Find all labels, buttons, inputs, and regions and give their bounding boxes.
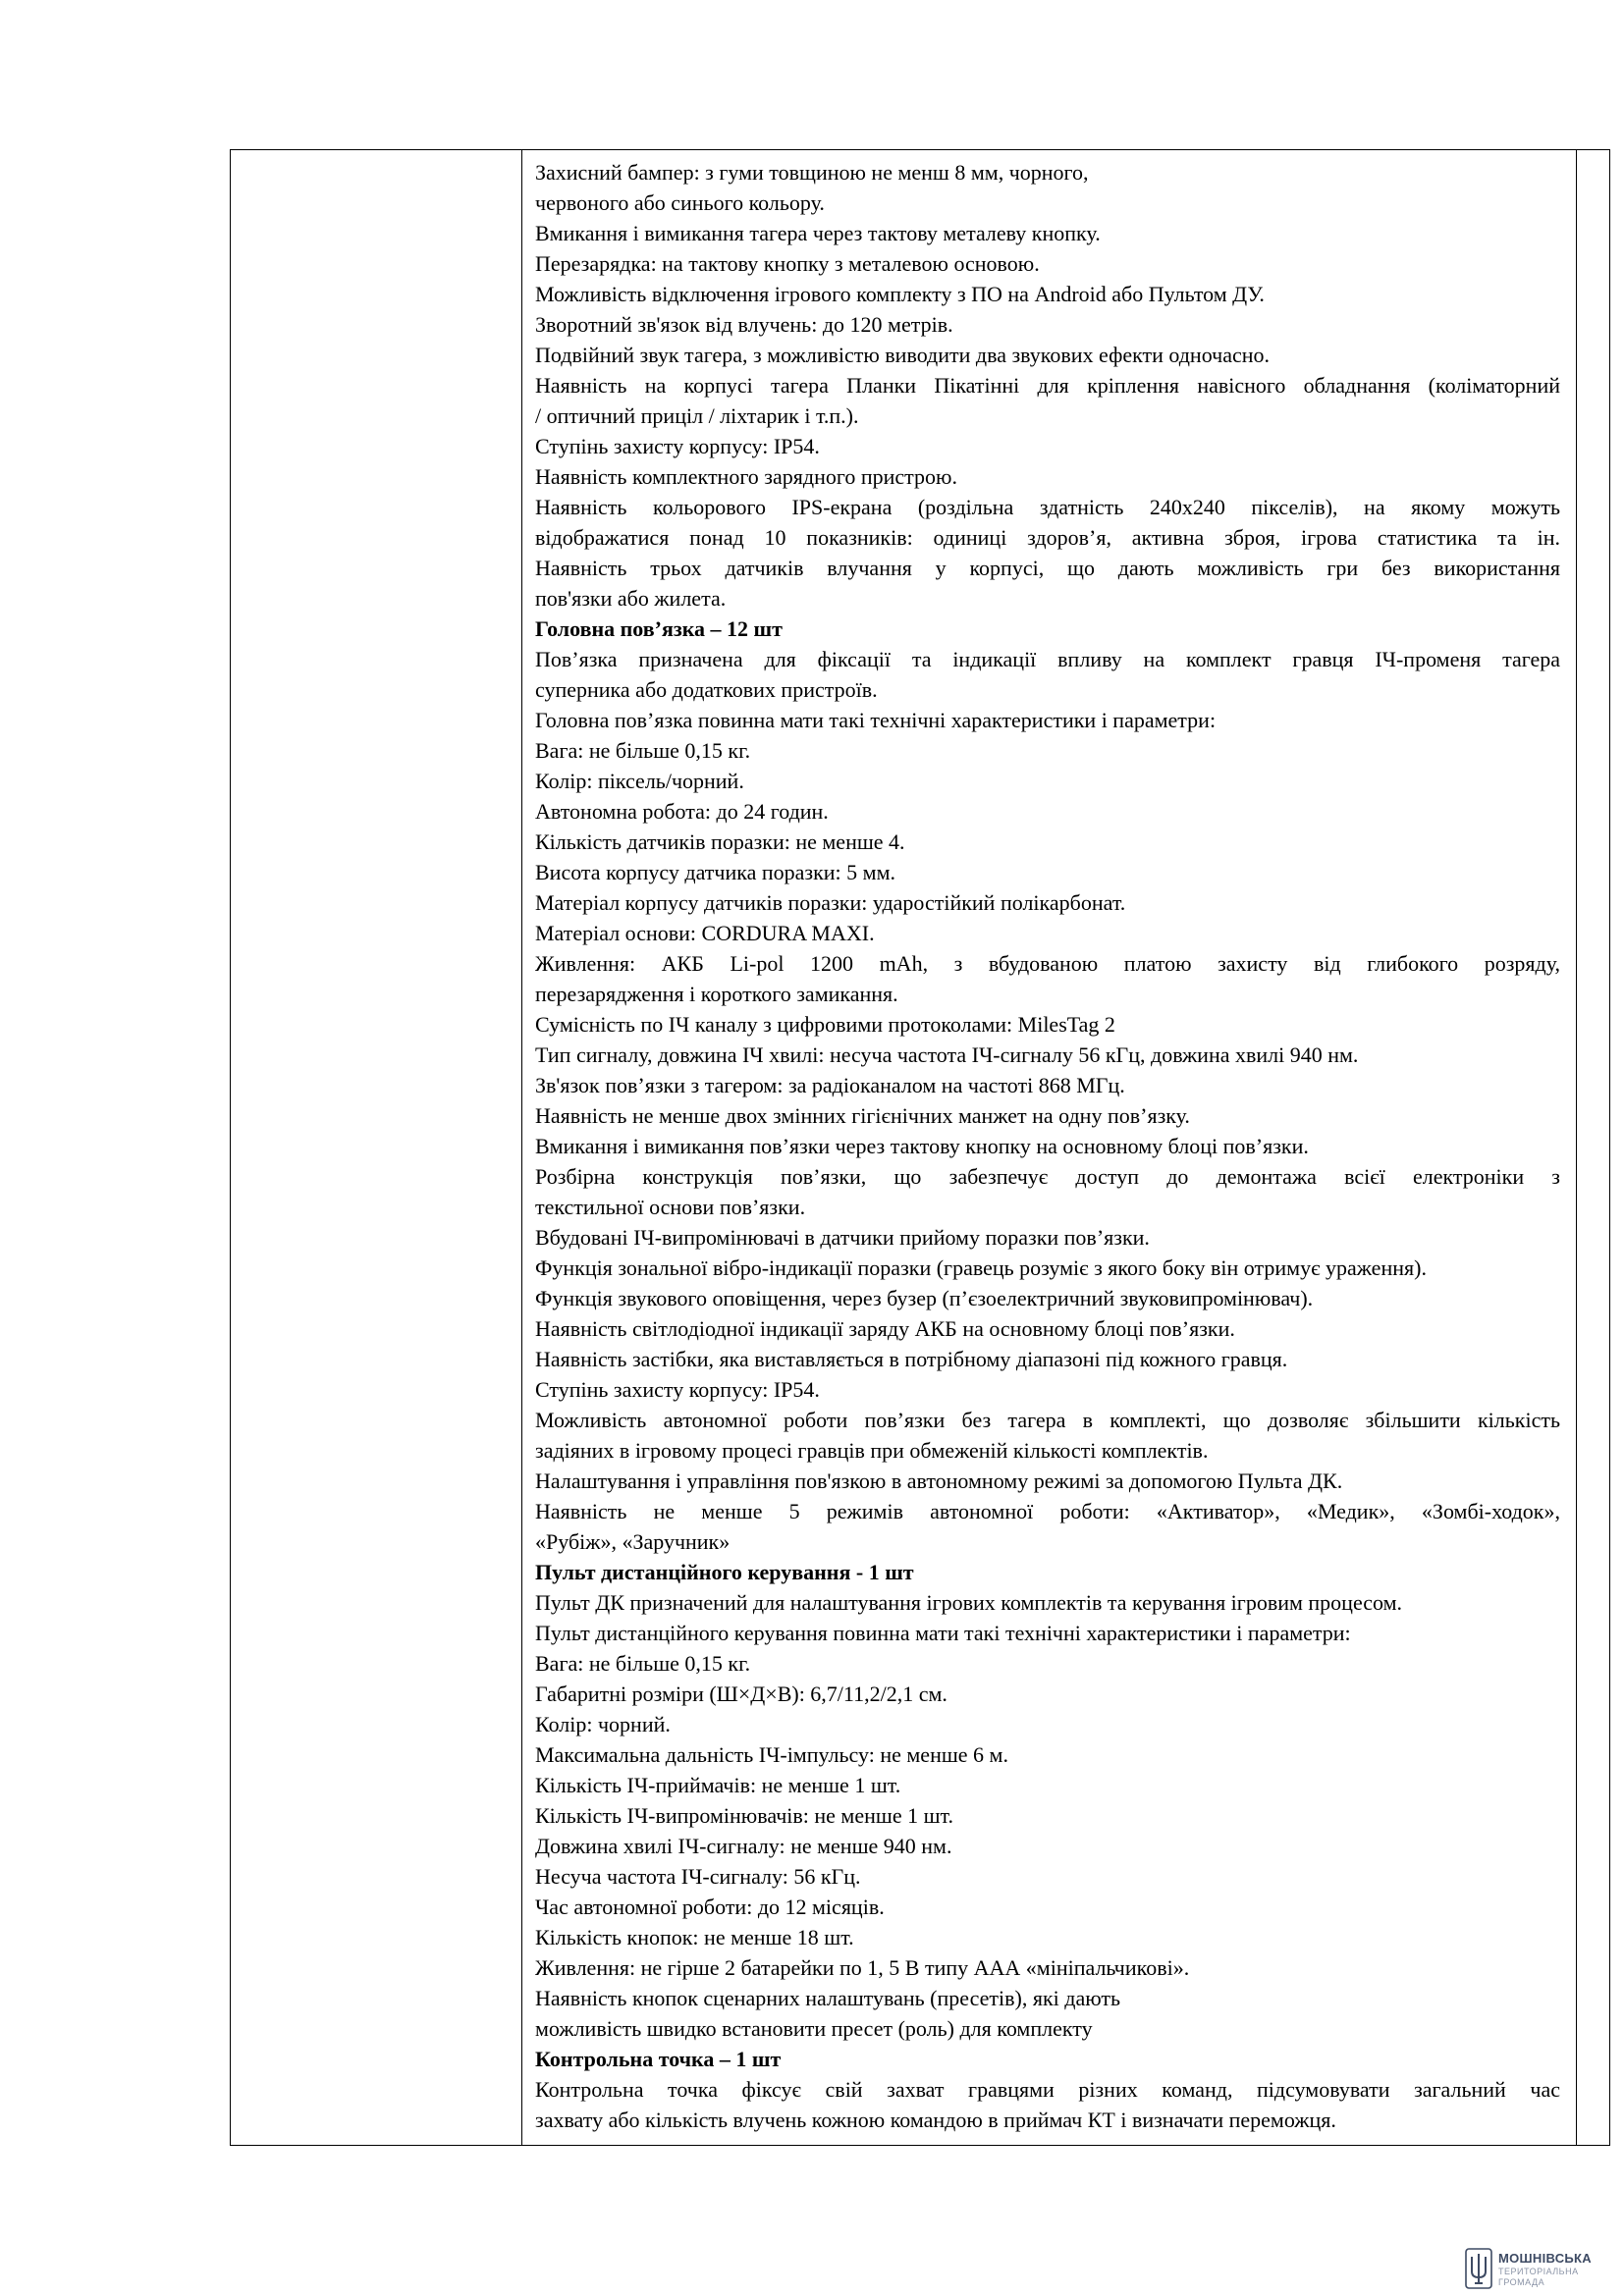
spec-line: Матеріал основи: CORDURA MAXI. [535,921,875,945]
spec-line: відображатися понад 10 показників: одиниці здоров’я, активна зброя, ігрова статистика та ін. [535,525,1560,550]
spec-line: Можливість відключення ігрового комплекту з ПО на Android або Пультом ДУ. [535,282,1265,306]
spec-line: Габаритні розміри (Ш×Д×В): 6,7/11,2/2,1 см. [535,1682,947,1706]
spec-line: Живлення: не гірше 2 батарейки по 1, 5 В типу ААА «мініпальчикові». [535,1955,1190,1980]
spec-line: Матеріал корпусу датчиків поразки: ударостійкий полікарбонат. [535,890,1126,915]
spec-line: Наявність трьох датчиків влучання у корпусі, що дають можливість гри без використання [535,556,1560,580]
spec-line: Контрольна точка фіксує свій захват гравцями різних команд, підсумовувати загальний час [535,2077,1560,2102]
spec-line: Захисний бампер: з гуми товщиною не менш 8 мм, чорного, [535,160,1089,185]
spec-line: Наявність застібки, яка виставляється в потрібному діапазоні під кожного гравця. [535,1347,1288,1371]
spec-line: Вага: не більше 0,15 кг. [535,738,751,763]
spec-line: Сумісність по ІЧ каналу з цифровими протоколами: MilesTag 2 [535,1012,1115,1037]
spec-line: Наявність кнопок сценарних налаштувань (пресетів), які дають [535,1986,1120,2010]
spec-line: Живлення: АКБ Li-pol 1200 mAh, з вбудованою платою захисту від глибокого розряду, [535,951,1560,976]
spec-line: Можливість автономної роботи пов’язки без тагера в комплекті, що дозволяє збільшити кількість [535,1408,1560,1432]
trident-icon [1465,2248,1492,2289]
spec-line: можливість швидко встановити пресет (роль) для комплекту [535,2016,1093,2041]
spec-line: Зворотний зв'язок від влучень: до 120 метрів. [535,312,953,337]
spec-line: Кількість датчиків поразки: не менше 4. [535,829,905,854]
spec-line: Пов’язка призначена для фіксації та індикації впливу на комплект гравця ІЧ-променя тагера [535,647,1560,671]
spec-line: Наявність кольорового IPS-екрана (роздільна здатність 240х240 пікселів), на якому можуть [535,495,1560,519]
spec-line: Наявність на корпусі тагера Планки Пікатінні для кріплення навісного обладнання (коліматорний [535,373,1560,398]
spec-line: «Рубіж», «Заручник» [535,1529,731,1554]
spec-line: Ступінь захисту корпусу: IP54. [535,1377,820,1402]
community-logo [1465,2248,1612,2291]
spec-line: Вмикання і вимикання пов’язки через тактову кнопку на основному блоці пов’язки. [535,1134,1309,1158]
name-column-cell [231,150,522,2146]
spec-line: червоного або синього кольору. [535,190,825,215]
spec-line: Наявність світлодіодної індикації заряду АКБ на основному блоці пов’язки. [535,1316,1235,1341]
spec-line: Зв'язок пов’язки з тагером: за радіоканалом на частоті 868 МГц. [535,1073,1125,1097]
spec-line: Автономна робота: до 24 годин. [535,799,829,824]
spec-line: задіяних в ігровому процесі гравців при обмеженій кількості комплектів. [535,1438,1209,1463]
spec-line: суперника або додаткових пристроїв. [535,677,878,702]
spec-line: Функція звукового оповіщення, через бузер (п’єзоелектричний звуковипромінювач). [535,1286,1314,1310]
spec-line: Пульт ДК призначений для налаштування ігрових комплектів та керування ігровим процесом. [535,1590,1403,1615]
spec-table [230,149,1610,2146]
spec-line: Несуча частота ІЧ-сигналу: 56 кГц. [535,1864,861,1889]
logo-subtitle-1: ТЕРИТОРІАЛЬНА [1498,2267,1579,2276]
spec-line: Вага: не більше 0,15 кг. [535,1651,751,1676]
spec-line: текстильної основи пов’язки. [535,1195,806,1219]
spec-line: Колір: піксель/чорний. [535,769,744,793]
spec-column-cell [522,150,1577,2146]
logo-subtitle-2: ГРОМАДА [1498,2277,1545,2287]
section-heading: Головна пов’язка – 12 шт [535,616,783,641]
spec-line: Функція зональної вібро-індикації поразки (гравець розуміє з якого боку він отримує ураження). [535,1255,1427,1280]
spec-line: Тип сигналу, довжина ІЧ хвилі: несуча частота ІЧ-сигналу 56 кГц, довжина хвилі 940 нм. [535,1042,1359,1067]
section-heading: Контрольна точка – 1 шт [535,2047,782,2071]
logo-title: МОШНІВСЬКА [1498,2251,1592,2266]
table-row [231,150,1610,2146]
spec-line: Розбірна конструкція пов’язки, що забезпечує доступ до демонтажа всієї електроніки з [535,1164,1560,1189]
extra-column-cell [1577,150,1610,2146]
spec-line: Висота корпусу датчика поразки: 5 мм. [535,860,895,884]
spec-line: Максимальна дальність ІЧ-імпульсу: не менше 6 м. [535,1742,1008,1767]
spec-line: Наявність не менше двох змінних гігієнічних манжет на одну пов’язку. [535,1103,1190,1128]
spec-line: Вмикання і вимикання тагера через тактову металеву кнопку. [535,221,1101,245]
spec-line: Кількість ІЧ-випромінювачів: не менше 1 шт. [535,1803,953,1828]
spec-line: Головна пов’язка повинна мати такі технічні характеристики і параметри: [535,708,1217,732]
spec-line: перезарядження і короткого замикання. [535,982,898,1006]
spec-line: Налаштування і управління пов'язкою в автономному режимі за допомогою Пульта ДК. [535,1468,1343,1493]
spec-line: Пульт дистанційного керування повинна мати такі технічні характеристики і параметри: [535,1621,1351,1645]
section-heading: Пульт дистанційного керування - 1 шт [535,1560,914,1584]
spec-line: Ступінь захисту корпусу: IP54. [535,434,820,458]
spec-line: Колір: чорний. [535,1712,671,1736]
spec-text [535,157,1560,2135]
spec-line: захвату або кількість влучень кожною командою в приймач КТ і визначати переможця. [535,2108,1336,2132]
spec-line: Наявність комплектного зарядного пристрою. [535,464,957,489]
spec-line: / оптичний приціл / ліхтарик і т.п.). [535,403,859,428]
spec-line: Подвійний звук тагера, з можливістю виводити два звукових ефекти одночасно. [535,343,1270,367]
spec-line: Наявність не менше 5 режимів автономної роботи: «Активатор», «Медик», «Зомбі-ходок», [535,1499,1560,1523]
spec-line: Кількість ІЧ-приймачів: не менше 1 шт. [535,1773,901,1797]
spec-line: Час автономної роботи: до 12 місяців. [535,1895,885,1919]
spec-line: Кількість кнопок: не менше 18 шт. [535,1925,854,1949]
spec-line: пов'язки або жилета. [535,586,727,611]
spec-line: Довжина хвилі ІЧ-сигналу: не менше 940 нм. [535,1834,952,1858]
spec-line: Перезарядка: на тактову кнопку з металевою основою. [535,251,1040,276]
spec-line: Вбудовані ІЧ-випромінювачі в датчики прийому поразки пов’язки. [535,1225,1150,1250]
